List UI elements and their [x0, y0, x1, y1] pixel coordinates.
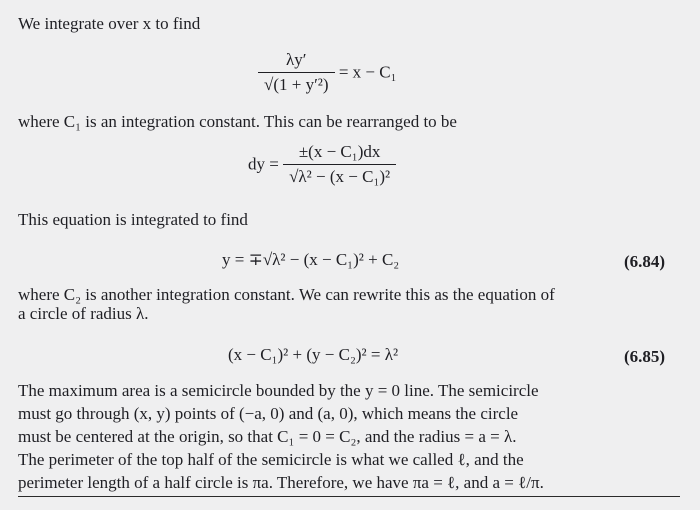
paragraph-line: must go through (x, y) points of (−a, 0) and (a, 0), which means the circle — [18, 404, 519, 423]
paragraph-line: The perimeter of the top half of the semicircle is what we called ℓ, and the — [18, 450, 524, 469]
equation-6-84: y = ∓√λ² − (x − C₁)² + C₂ — [222, 250, 400, 269]
denominator: √(1 + y′²) — [264, 75, 329, 94]
equation-dy — [248, 142, 396, 187]
numerator: ±(x − C₁)dx — [283, 142, 396, 165]
underline-rule — [18, 496, 680, 497]
paragraph-line: where C₂ is another integration constant. We can rewrite this as the equation of — [18, 285, 555, 304]
paragraph-line: a circle of radius λ. — [18, 304, 149, 323]
paragraph-line: The maximum area is a semicircle bounded by the y = 0 line. The semicircle — [18, 381, 539, 400]
denominator: √λ² − (x − C₁)² — [289, 167, 391, 186]
paragraph-line: where C₁ is an integration constant. This can be rearranged to be — [18, 112, 457, 131]
left-hand-side: dy = — [248, 154, 279, 174]
right-hand-side: = x − C₁ — [338, 62, 397, 82]
intro-line: We integrate over x to find — [18, 14, 201, 33]
paragraph-line: perimeter length of a half circle is πa. Therefore, we have πa = ℓ, and a = ℓ/π. — [18, 473, 544, 492]
equation-number: (6.84) — [624, 252, 666, 271]
paragraph-line: This equation is integrated to find — [18, 210, 248, 229]
equation-6-85: (x − C₁)² + (y − C₂)² = λ² — [228, 345, 399, 364]
numerator: λy′ — [258, 50, 335, 73]
paragraph-line: must be centered at the origin, so that C₁ = 0 = C₂, and the radius = a = λ. — [18, 427, 517, 446]
fraction — [258, 50, 335, 95]
fraction — [283, 142, 396, 187]
equation-number: (6.85) — [624, 347, 666, 366]
equation-integrated — [258, 50, 397, 95]
